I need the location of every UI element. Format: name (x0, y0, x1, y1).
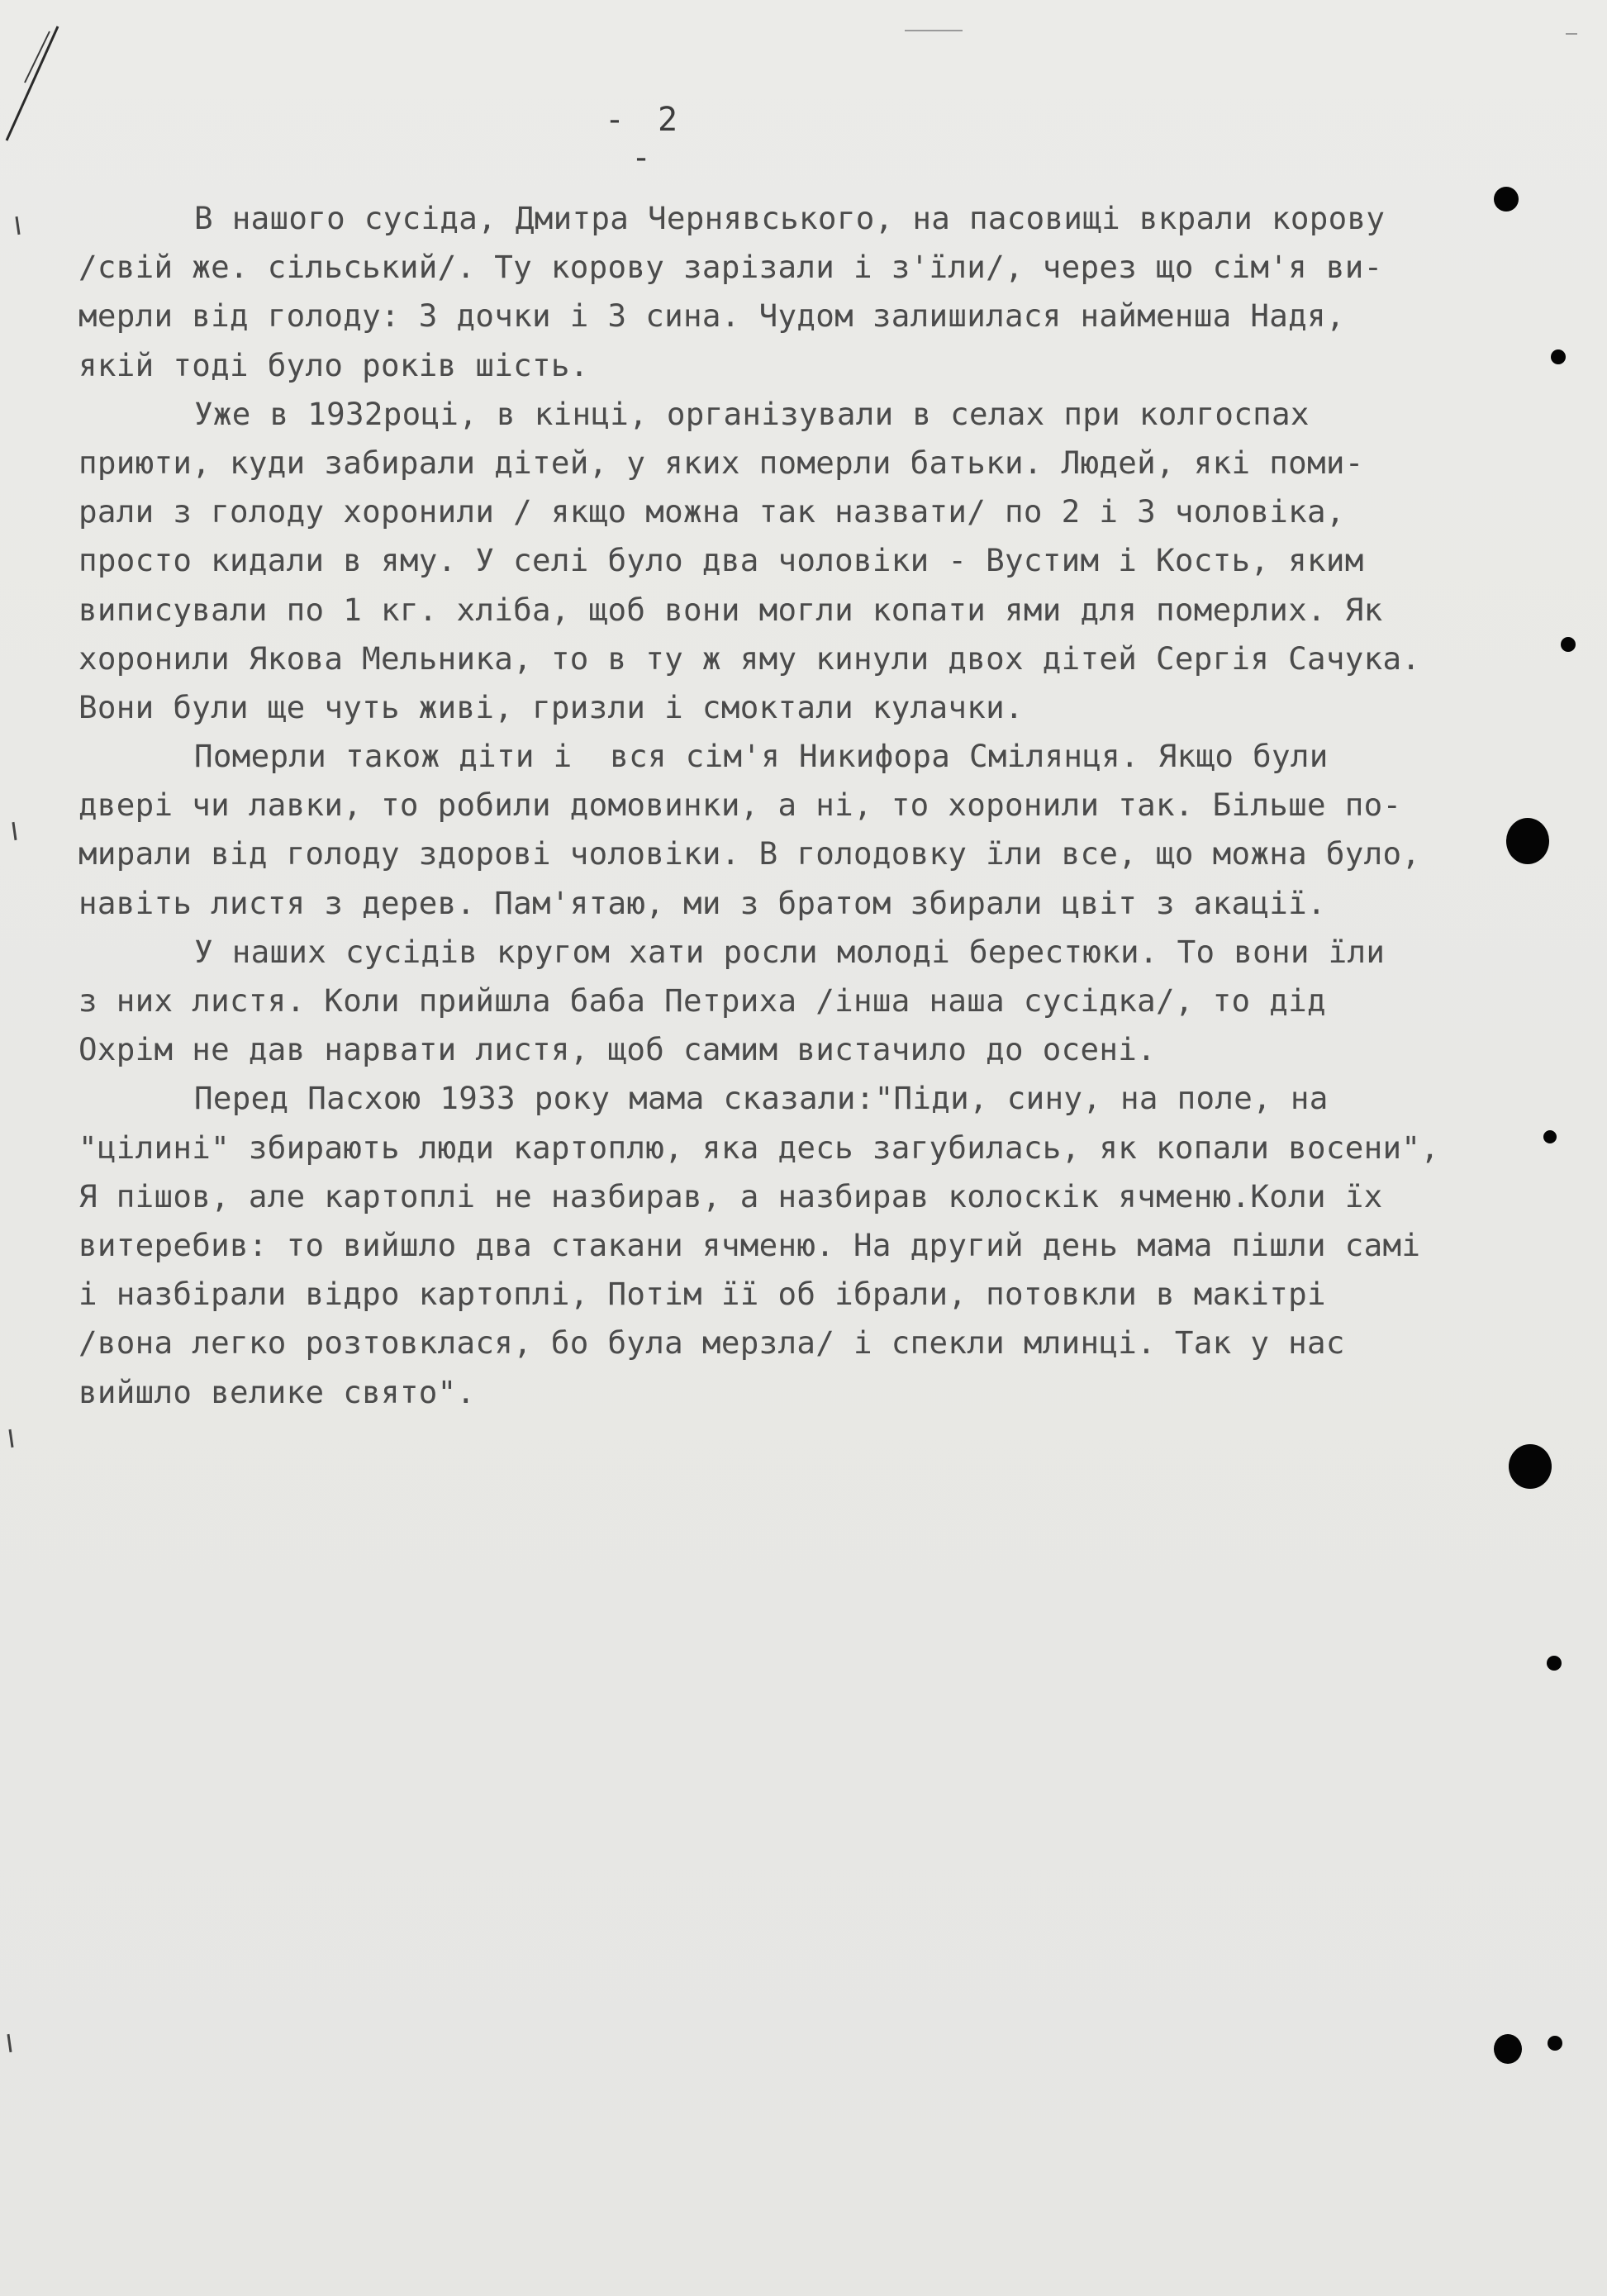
text-line: Вони були ще чуть живі, гризли і смоктали кулачки. (78, 688, 1024, 725)
text-line: і назбірали відро картоплі, Потім її об ібрали, потовкли в макітрі (78, 1276, 1326, 1313)
text-line: мирали від голоду здорові чоловіки. В голодовку їли все, що можна було, (78, 835, 1421, 872)
text-line: вийшло велике свято". (78, 1373, 476, 1410)
page-number: - 2 - (604, 101, 685, 177)
margin-tick (12, 822, 17, 840)
text-line: Охрім не дав нарвати листя, щоб самим вистачило до осені. (78, 1031, 1156, 1068)
text-line: якій тоді було років шість. (78, 346, 589, 383)
corner-pen-mark (0, 17, 74, 149)
text-line: навіть листя з дерев. Пам'ятаю, ми з братом збирали цвіт з акації. (78, 884, 1326, 921)
text-line: приюти, куди забирали дітей, у яких померли батьки. Людей, які поми- (78, 444, 1364, 481)
punch-hole (1548, 2036, 1562, 2051)
margin-tick (15, 216, 20, 235)
top-scan-line (905, 30, 963, 31)
text-line: Померли також діти і вся сім'я Никифора Смілянця. Якщо були (194, 738, 1329, 775)
punch-hole (1543, 1130, 1557, 1143)
text-line: виписували по 1 кг. хліба, щоб вони могли копати ями для померлих. Як (78, 591, 1383, 628)
text-line: Уже в 1932році, в кінці, організували в селах при колгоспах (194, 395, 1310, 432)
text-line: "цілині" збирають люди картоплю, яка десь загубилась, як копали восени", (78, 1129, 1440, 1166)
top-scan-line-right (1566, 33, 1577, 35)
text-line: /вона легко розтовклася, бо була мерзла/ і спекли млинці. Так у нас (78, 1324, 1345, 1362)
punch-hole (1551, 349, 1566, 364)
punch-hole (1494, 187, 1519, 212)
punch-hole (1494, 2034, 1522, 2064)
text-line: Перед Пасхою 1933 року мама сказали:"Піди, сину, на поле, на (194, 1080, 1329, 1117)
text-line: У наших сусідів кругом хати росли молоді берестюки. То вони їли (194, 933, 1386, 970)
text-line: В нашого сусіда, Дмитра Чернявського, на пасовищі вкрали корову (194, 200, 1386, 236)
punch-hole (1506, 818, 1549, 864)
text-line: хоронили Якова Мельника, то в ту ж яму кинули двох дітей Сергія Сачука. (78, 639, 1421, 677)
punch-hole (1547, 1656, 1562, 1671)
margin-tick (8, 1429, 13, 1447)
text-line: з них листя. Коли прийшла баба Петриха /інша наша сусідка/, то дід (78, 982, 1326, 1019)
text-line: витеребив: то вийшло два стакани ячменю. На другий день мама пішли самі (78, 1226, 1421, 1263)
text-line: /свій же. сільський/. Ту корову зарізали і з'їли/, через що сім'я ви- (78, 249, 1383, 286)
text-line: просто кидали в яму. У селі було два чоловіки - Вустим і Кость, яким (78, 542, 1364, 579)
text-line: Я пішов, але картоплі не назбирав, а назбирав колоскік ячменю.Коли їх (78, 1177, 1383, 1215)
margin-tick (7, 2034, 12, 2052)
punch-hole (1561, 637, 1576, 652)
document-body (78, 194, 1524, 1417)
text-line: рали з голоду хоронили / якщо можна так назвати/ по 2 і 3 чоловіка, (78, 493, 1345, 530)
text-line: мерли від голоду: 3 дочки і 3 сина. Чудом залишилася найменша Надя, (78, 297, 1345, 335)
punch-hole (1509, 1444, 1552, 1489)
text-line: двері чи лавки, то робили домовинки, а ні, то хоронили так. Більше по- (78, 787, 1402, 824)
